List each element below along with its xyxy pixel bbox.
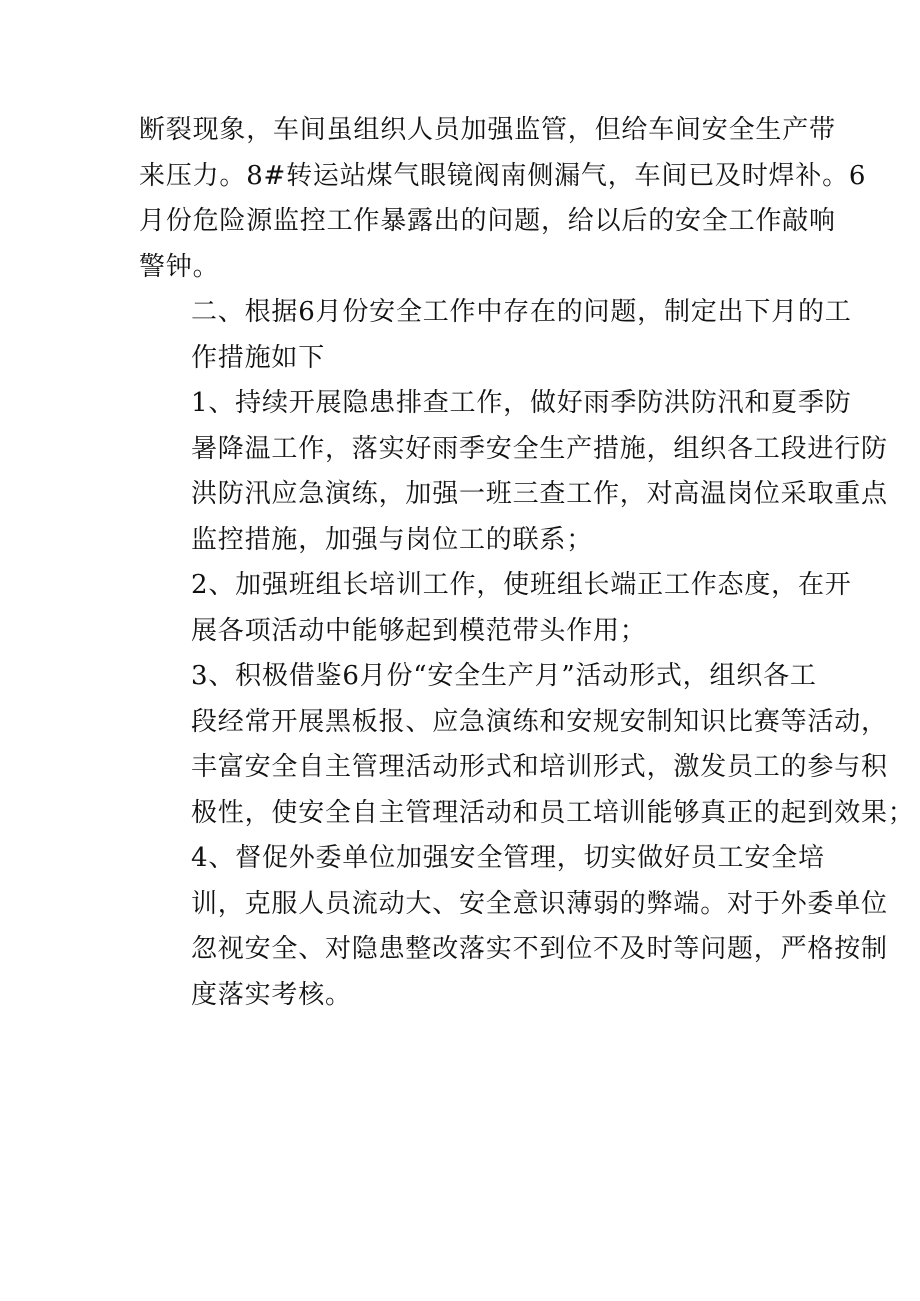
list-item-measure-2 (139, 563, 852, 654)
text-line: 监控措施，加强与岗位工的联系； (191, 524, 594, 555)
list-item-measure-4 (139, 836, 888, 1018)
text-line: 段经常开展黑板报、应急演练和安规安制知识比赛等活动， (191, 706, 888, 737)
text-line: 警钟。 (139, 251, 220, 282)
text-line: 来压力。8#转运站煤气眼镜阀南侧漏气，车间已及时焊补。6 (139, 160, 867, 191)
text-line: 作措施如下 (191, 342, 326, 373)
paragraph-hazard-issues (139, 108, 867, 290)
text-line: 洪防汛应急演练，加强一班三查工作，对高温岗位采取重点 (191, 479, 888, 509)
text-line: 训，克服人员流动大、安全意识薄弱的弊端。对于外委单位 (191, 888, 888, 919)
document-body (139, 108, 915, 1018)
text-line: 断裂现象，车间虽组织人员加强监管，但给车间安全生产带 (139, 115, 836, 145)
text-line: 3、积极借鉴6月份“安全生产月”活动形式，组织各工 (191, 661, 817, 691)
text-line: 2、加强班组长培训工作，使班组长端正工作态度，在开 (191, 570, 852, 600)
list-item-measure-1 (139, 381, 888, 563)
text-line: 二、根据6月份安全工作中存在的问题，制定出下月的工 (191, 297, 852, 327)
text-line: 展各项活动中能够起到模范带头作用； (191, 615, 647, 646)
list-item-measure-3 (139, 654, 915, 836)
text-line: 月份危险源监控工作暴露出的问题，给以后的安全工作敲响 (139, 206, 836, 236)
text-line: 丰富安全自主管理活动形式和培训形式，激发员工的参与积 (191, 752, 888, 782)
text-line: 忽视安全、对隐患整改落实不到位不及时等问题，严格按制 (191, 934, 888, 964)
section-heading-measures (139, 290, 852, 381)
text-line: 度落实考核。 (191, 979, 352, 1010)
text-line: 1、持续开展隐患排查工作，做好雨季防洪防汛和夏季防 (191, 388, 852, 418)
text-line: 极性，使安全自主管理活动和员工培训能够真正的起到效果； (191, 797, 915, 828)
text-line: 4、督促外委单位加强安全管理，切实做好员工安全培 (191, 843, 825, 873)
text-line: 暑降温工作，落实好雨季安全生产措施，组织各工段进行防 (191, 433, 888, 464)
